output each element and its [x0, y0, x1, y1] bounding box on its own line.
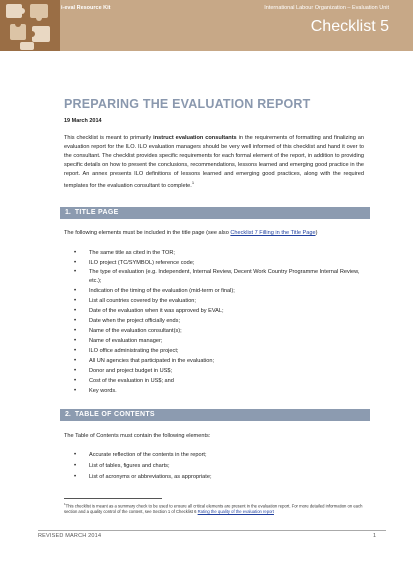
organization-label: International Labour Organization – Evaluation Unit	[264, 5, 389, 11]
puzzle-logo	[0, 0, 60, 51]
section-number: 1.	[65, 209, 71, 216]
list-item: • Date when the project officially ends;	[74, 316, 370, 326]
section-label: TABLE OF CONTENTS	[74, 411, 155, 418]
list-item: • Key words.	[74, 386, 370, 396]
intro-paragraph	[64, 134, 364, 190]
title-page-intro-end: )	[315, 230, 318, 236]
section-label: TITLE PAGE	[74, 209, 119, 216]
toc-intro: The Table of Contents must contain the following elements:	[64, 433, 211, 439]
puzzle-icon	[0, 0, 60, 51]
footnote	[64, 502, 364, 515]
page-number: 1	[373, 533, 377, 539]
footnote-number: 1	[64, 502, 66, 506]
footnote-divider	[64, 498, 162, 499]
list-item: • The same title as cited in the TOR;	[74, 248, 370, 258]
intro-bold-text: instruct evaluation consultants	[153, 135, 237, 141]
list-item: • Name of evaluation manager;	[74, 336, 370, 346]
title-page-intro-text: The following elements must be included in the title page (see also	[64, 230, 231, 236]
list-item: • ILO office administrating the project;	[74, 346, 370, 356]
list-item: • ILO project (TC/SYMBOL) reference code;	[74, 258, 370, 268]
list-item: • Donor and project budget in US$;	[74, 366, 370, 376]
list-item: • Indication of the timing of the evaluation (mid-term or final);	[74, 286, 370, 296]
toc-list	[74, 450, 370, 483]
footnote-ref: 1	[191, 179, 195, 185]
list-item: • All UN agencies that participated in the evaluation;	[74, 356, 370, 366]
checklist-title: Checklist 5	[310, 18, 389, 35]
document-title: PREPARING THE EVALUATION REPORT	[64, 97, 311, 111]
title-page-list	[74, 248, 370, 396]
page-header	[0, 0, 413, 51]
resource-kit-label: i-eval Resource Kit	[61, 5, 111, 11]
intro-text-2: in the requirements of formatting and finalizing an evaluation report for the ILO. ILO evaluation managers should be very well informed of this checklist and hand it over to the consultant. The checklist provides specific requirements for each formal element of the report, in addition to providing specific details on how to present the conclusions, recommendations, lessons learned and emerging good practice in the report. An annex presents ILO definitions of lessons learned and emerging good practices, along with the required templates for the evaluation consultant to complete.	[64, 135, 364, 189]
document-date: 19 March 2014	[64, 118, 102, 124]
list-item: • Date of the evaluation when it was approved by EVAL;	[74, 306, 370, 316]
footer-divider	[38, 530, 386, 531]
list-item: • List of acronyms or abbreviations, as appropriate;	[74, 472, 370, 483]
intro-text-1: This checklist is meant to primarily	[64, 135, 154, 141]
footnote-text: This checklist is meant as a summary check to be used to ensure all critical elements are present in the evaluation report. For more detailed information on each section and a quality control of the content, see Section 1 of Checklist 6	[64, 503, 363, 514]
list-item: • Accurate reflection of the contents in the report;	[74, 450, 370, 461]
section-header-table-of-contents	[60, 409, 370, 421]
list-item: • List all countries covered by the evaluation;	[74, 296, 370, 306]
list-item: • List of tables, figures and charts;	[74, 461, 370, 472]
rating-quality-link[interactable]: Rating the quality of the evaluation report	[197, 508, 274, 514]
list-item: • The type of evaluation (e.g. Independent, Internal Review, Decent Work Country Programme Internal Review, etc.);	[74, 268, 370, 286]
checklist-7-link[interactable]: Checklist 7 Filling in the Title Page	[230, 230, 316, 236]
list-item: • Name of the evaluation consultant(s);	[74, 326, 370, 336]
section-number: 2.	[65, 411, 71, 418]
list-item: • Cost of the evaluation in US$; and	[74, 376, 370, 386]
section-header-title-page	[60, 207, 370, 219]
revised-date: REVISED MARCH 2014	[38, 533, 102, 539]
title-page-intro	[64, 229, 364, 238]
